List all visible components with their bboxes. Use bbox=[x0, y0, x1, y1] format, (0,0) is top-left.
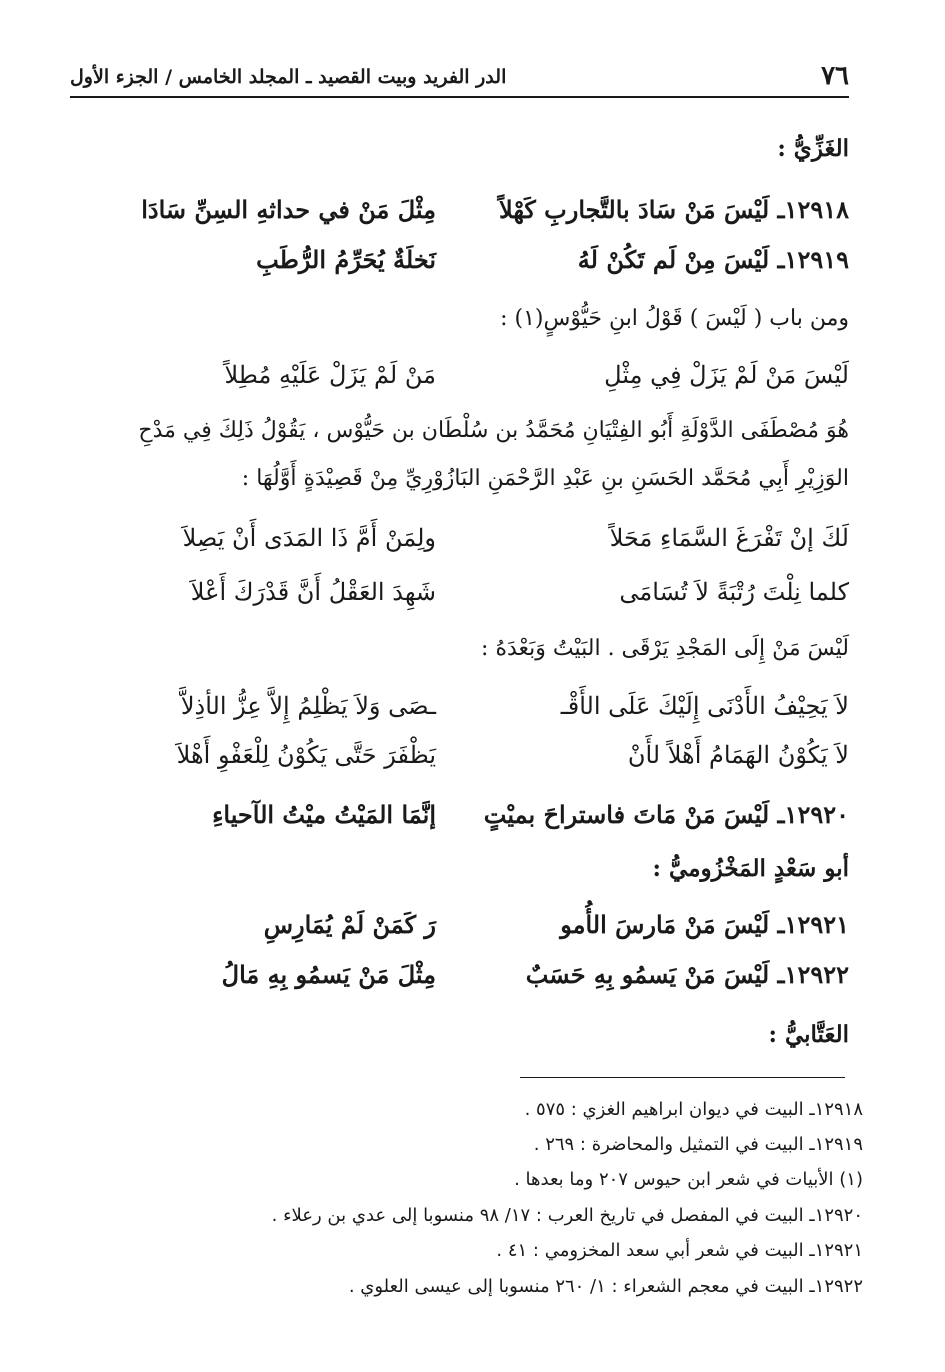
hemistich-text: لَيْسَ مَنْ سَادَ بالتَّجاربِ كَهْلاً bbox=[499, 195, 770, 224]
verse-second-hemistich: يَظْفَرَ حَتَّى يَكُوْنُ لِلْعَفْوِ أَهْلاَ bbox=[176, 741, 436, 769]
verse-second-hemistich: شَهِدَ العَقْلُ أَنَّ قَدْرَكَ أَعْلاَ bbox=[190, 578, 436, 606]
verse-12919 bbox=[96, 240, 849, 280]
footnote: ١٢٩٢٢ـ البيت في معجم الشعراء : ١/ ٢٦٠ منسوبا إلى عيسى العلوي . bbox=[348, 1276, 863, 1297]
verse-second-hemistich: مِثْلَ مَنْ في حداثهِ السِنِّ سَادَا bbox=[141, 195, 436, 224]
verse-first-hemistich: لاَ يَكُوْنُ الهَمَامُ أَهْلاً لأَنْ bbox=[627, 741, 849, 769]
verse-second-hemistich: إنَّمَا المَيْتُ ميْتُ الآحياءِ bbox=[212, 800, 436, 829]
verse-12918 bbox=[96, 190, 849, 230]
verse-hayyus bbox=[96, 355, 849, 395]
verse-second-hemistich: ولِمَنْ أَمَّ ذَا المَدَى أَنْ يَصِلاَ bbox=[182, 524, 436, 552]
prose-line: الوَزِيْرِ أَبِي مُحَمَّد الحَسَنِ بنِ عَبْدِ الرَّحْمَنِ البَازُوْرِيِّ مِنْ قَصِيْدَةٍ أَوَّلُهَا : bbox=[241, 466, 849, 491]
hemistich-text: لَيْسَ مِنْ لَم تَكُنْ لَهُ bbox=[577, 245, 770, 274]
page-number: ٧٦ bbox=[821, 61, 849, 91]
verse-first-hemistich bbox=[469, 905, 849, 945]
verse-number: ١٢٩٢٢ـ bbox=[777, 960, 849, 989]
footnote: ١٢٩٢١ـ البيت في شعر أبي سعد المخزومي : ٤١ . bbox=[496, 1240, 863, 1261]
verse-second-hemistich: ـصَى وَلاَ يَظْلِمُ إِلاَّ عِزُّ الأذِلاَّ bbox=[180, 692, 436, 720]
verse-second-hemistich: نَخلَةٌ يُحَرِّمُ الرُّطَبِ bbox=[256, 245, 436, 274]
verse-12921 bbox=[96, 905, 849, 945]
verse-12920 bbox=[96, 795, 849, 835]
footnote-divider bbox=[520, 1077, 845, 1078]
prose-line: هُوَ مُصْطَفَى الدَّوْلَةِ أَبُو الفِتْيَانِ مُحَمَّدُ بن سُلْطَان بن حَيُّوْس ، يَقُوْلُ ذَلِكَ فِي مَدْحِ bbox=[138, 418, 849, 443]
verse-second-hemistich: مِثْلَ مَنْ يَسمُو بِهِ مَالُ bbox=[221, 960, 436, 989]
verse-number: ١٢٩١٨ـ bbox=[777, 195, 849, 224]
verse-first-hemistich: لاَ يَحِيْفُ الأَدْنَى إِلَيْكَ عَلَى الأَقْـ bbox=[560, 692, 849, 720]
hemistich-text: لَيْسَ مَنْ يَسمُو بِهِ حَسَبٌ bbox=[525, 960, 770, 989]
verse-first-hemistich bbox=[469, 240, 849, 280]
poet-heading-attabi: العَتَّابيُّ : bbox=[768, 1021, 849, 1048]
verse-first-hemistich: لَكَ إنْ تَفْرَغَ السَّمَاءِ مَحَلاً bbox=[609, 524, 849, 552]
verse-first-hemistich bbox=[469, 190, 849, 230]
verse-first-hemistich bbox=[469, 955, 849, 995]
hemistich-text: لَيْسَ مَنْ مَارسَ الأُمو bbox=[560, 910, 770, 939]
footnote: ١٢٩١٩ـ البيت في التمثيل والمحاضرة : ٢٦٩ . bbox=[533, 1134, 863, 1155]
verse-12922 bbox=[96, 955, 849, 995]
footnote: ١٢٩٢٠ـ البيت في المفصل في تاريخ العرب : ١٧/ ٩٨ منسوبا إلى عدي بن رعلاء . bbox=[271, 1205, 863, 1226]
poet-heading-makhzumi: أبو سَعْدٍ المَخْزُوميُّ : bbox=[652, 855, 849, 882]
verse-number: ١٢٩٢١ـ bbox=[777, 910, 849, 939]
footnote: ١٢٩١٨ـ البيت في ديوان ابراهيم الغزي : ٥٧٥ . bbox=[524, 1099, 863, 1120]
verse-first-hemistich bbox=[469, 795, 849, 835]
verse-qasida-1 bbox=[96, 518, 849, 558]
hemistich-text: لَيْسَ مَنْ مَاتَ فاستراحَ بميْتٍ bbox=[483, 800, 770, 829]
prose-line: لَيْسَ مَنْ إِلَى المَجْدِ يَرْقَى . البَيْتُ وَبَعْدَهُ : bbox=[481, 636, 849, 661]
verse-number: ١٢٩١٩ـ bbox=[777, 245, 849, 274]
page-header bbox=[70, 56, 849, 98]
verse-second-hemistich: مَنْ لَمْ يَزَلْ عَلَيْهِ مُطِلاً bbox=[224, 361, 436, 389]
verse-after-1 bbox=[96, 686, 849, 726]
intro-text-hayyus: ومن باب ( لَيْسَ ) قَوْلُ ابنِ حَيُّوْسٍ(١) : bbox=[500, 306, 849, 331]
verse-number: ١٢٩٢٠ـ bbox=[777, 800, 849, 829]
verse-first-hemistich: لَيْسَ مَنْ لَمْ يَزَلْ فِي مِثْلِ bbox=[604, 361, 849, 389]
running-title: الدر الفريد وبيت القصيد ـ المجلد الخامس / الجزء الأول bbox=[70, 66, 507, 88]
verse-qasida-2 bbox=[96, 572, 849, 612]
verse-second-hemistich: رَ كَمَنْ لَمْ يُمَارِسِ bbox=[263, 910, 436, 939]
footnote: (١) الأبيات في شعر ابن حيوس ٢٠٧ وما بعدها . bbox=[514, 1169, 863, 1190]
verse-first-hemistich: كلما نِلْتَ رُتْبَةً لاَ تُسَامَى bbox=[619, 578, 849, 606]
poet-heading-ghazzi: الغَزِّيُّ : bbox=[777, 135, 849, 162]
verse-after-2 bbox=[96, 735, 849, 775]
